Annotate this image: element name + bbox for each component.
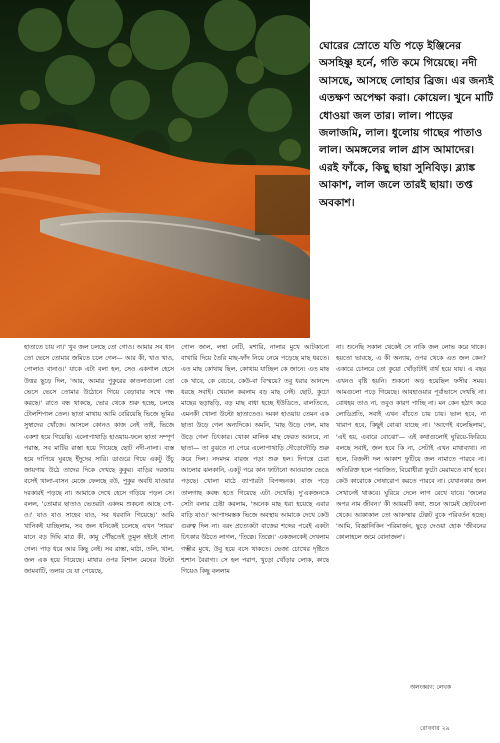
illustration-credit: অলংকরণ: লেখক bbox=[410, 685, 451, 691]
page-footer: রোববার ২৯ bbox=[420, 725, 450, 732]
river-photo bbox=[0, 0, 310, 338]
pull-quote: ঘোরের স্রোতে যতি পড়ে ইঞ্জিনের অসহিষ্ণু হর্নে, গতি কমে গিয়েছে। নদী আসছে, আসছে লোহার ব্রিজ। এর জন্যই এতক্ষণ অপেক্ষা করা। কোয়েল। খুনে মাটি ধোওয়া জল তার। লাল। পাড়ের জলাজমি, লাল। ধুলোয় গাছের পাতাও লাল। অমঙ্গলের লাল গ্রাস আমাদের। এরই ফাঁকে, কিছু ছায়া সুনিবিড়। ব্ল্যাঙ্ক আকাশ, লাল জলে তারই ছায়া। তপ্ত অবকাশ। bbox=[319, 40, 494, 209]
article-column-1: হাতাতে চায় না।' খুব জল চলছে তো গোও। আমার সব ধান তো ভেসে তোমার জমিতে চলে গেল— আর কী, খাও খাও, পোলাও বানাও।' যাকে এটা বলা হল, সেও একগাল হেসে উত্তর ছুড়ে দিল, 'আর, আমার পুকুরের কাতলাগুলো তো ভেসে ভেসে তোমার উঠোনে গিয়ে বেড়াবার সখে গন্ধ করছে।' রাতে বন্ধ থাকছে, ভোর থেকে শুরু হচ্ছে, চলছে টোলশিপাল তেল। ছাতা মাথায় আমি বেরিয়েছি ভিজে ভূমির সুস্বাদের খোঁজে। আসলে কোনও কাজ নেই তাই, ভিজে একশা হয়ে গিয়েছি। এলোপাথাড়ি হাওয়ায়-ফলে ছাতা সম্পূর্ণ পরাস্ত, সব মাটির রাস্তা হয়ে গিয়েছে ছোট নদী-নালা। ব্যস্ত হয়ে দাপিয়ে ঘুরছে ইঁদুদের সারি। ডাগুরে গিয়ে একটু উঁচু জায়গায় উঠে তাদের দিকে দেখছে কুকুর। বাড়ির দরজায় বসেই খালা-বাসন মেজে ফেলছে বউ, পুকুর অবধি যাওয়ার দরকারই পড়ছে না। আমাকে দেখে হেসে গড়িয়ে পড়ল সে। বলল, 'তোমার ছাতাও ভেতরটা একদম শুকনো আছে গো-ও।' যাও যাও সাহেব যাও, সব ধরবানি গিয়েছে।' আমি খানিকই যাচ্ছিলাম, সব জল ধনিকেই চলেছে এখন 'সায়র' মানে বড় দিঘি মাত্র কী, কামু পৌঁছতেই তুমুল হইচই শোনা গেল। পাড় ধরে আর কিছু নেই। সব রাস্তা, মাঠা, তলি, খাল, জল এক হয়ে গিয়েছে। মাথার ওপর বিশাল মেঘের উল্টো জামবাটি, তলায় যে যা পেয়েছে, bbox=[24, 344, 174, 576]
article-column-3: না। শুনেছি সকাল থেকেই সে নাকি জল লোভ করে থাকে। হয়তো ভাবছে, এ কী অন্যায়, ওপর থেকে এত জল কেন? একারে চোলরে তো কুয়ো খোঁড়াটাই বার্থ হয়ে যায়। এ বছর এখনও বৃষ্টি হয়নি। শুকনো অড় হয়েছিল ফসীর সময়। আমগুলো পড়ে গিয়েছে। আবহাওয়ার পূর্বাভাসে দেখছি না। বোধহয় তাও না, তবুও কারণ পাচ্ছি না। মন কেন হঠাৎ করে লোডিপ্রতি, সবাই এখন বাঁচতে চায় চায়। ভাল হবে, না খারাপ হবে, কিছুই বোঝা যাচ্ছে না। 'আগেই বলেছিলাম', 'এই হয়, এবারে বোঝো'— এই কথাগুলোই ঘুরিয়ে-ফিরিয়ে বলছে সবাই, জল হবে কি না, সেটাই এখন মাথাব্যথা। না হলে, বিজলী দল আকাশ ফুটিয়ে জল নামাতে পারবে না। অতিরিক্ত হলে পরাজিত, বিরোধীরা ফুটো মেরামতে বার্থ হবে। কেউ কারোকে দোষারোপ করতে পারবে না। যেখানকার জল সেখানেই থাকবে। ঘুরিয়ে দেলে লাগ রেখে যাবে। 'জলের অপর নাম জীবন।' কী আয়মটি কথা, শুনে আমেই ছোটবেলা থেকে। আকাকাল তো আকস্মার টেক্কট বুকে পরিবর্তন হচ্ছে। 'আমি, বিজ্ঞানিকিন পরিমার্জন, ছুড়ে দেওয়া হোক 'জীবনের কোলাহলে জমে বোনাজল'। bbox=[336, 344, 486, 542]
article-column-2: গোল জাল, লম্বা নেটি, মশারি, নালার মুখে আটকানো বাখারি দিয়ে তৈরি মাছ-ফাঁদ নিয়ে নেমে পড়েছে মাছ ধরতে। এত মাছ কোথায় ছিল, কোথায় যাচ্ছিল কে জানে। এত মাছ কে খাবে, কে বেচবে, কেউ-বা বিস্ময়ে? তবু ধরার আনন্দে ধরছে সবাই। খেয়াল করলাম বড় মাছ নেই। ছোট, কুচো মাছের ছড়াছড়ি, বড় মাছ বাধা হচ্ছে ইউডিতে, বালতিতে, এমনকী খোলা উল্টো ছাতাতেও। দমকা হাওয়ায় তেমন এক ছাতা উড়ে গেল অন্যদিকে। অমনি, 'মাছ উড়ে গেল, মাছ উড়ে গেল' চিৎকার। খোকা মালিক মাছ ফেরত আনবে, না ছাতা— তা বুঝতে না পেরে এলোপাথাড়ি দৌড়োদৌড়ি শুরু করে দিল। নদমদম বারজ পড়া শুরু হল। দিগন্তে চেরা আলোর ঝলকানি, একটু পরে কান ফাটানো আওয়াজ ভেঙে পড়ছে। খোলা মাঠে ব্যাপারটা বিপজ্জনক। বাজ পড়ে তালগাছ কবন্ধ হতে গিয়েছে এটা দেখেছি। দু'একজনকে সেটা বলার চেষ্টা করলাম, 'অনেক মাছ ধরা হয়েছে এবার বাড়ি যাও।' আপাদমস্তক ভিজে অবস্থায় আমাকে দেখে কেউ গুরুত্ব দিল না। বরং প্রত্যেকটা বাজের শব্দের পরেই একটা চিৎকার উঠতে লাগল, 'তিক্কে। তিক্কে।' একজনকেই দেখলাম গম্ভীর মুখে, উবু হয়ে বসে থাকতে। ভেজা চোখের দৃষ্টিতে শ্মশান বৈরাগ্য। সে হল পরাণ, খুড়ো খোঁড়ার লোক, কাছে গিয়েও কিছু বললাম bbox=[181, 344, 329, 576]
